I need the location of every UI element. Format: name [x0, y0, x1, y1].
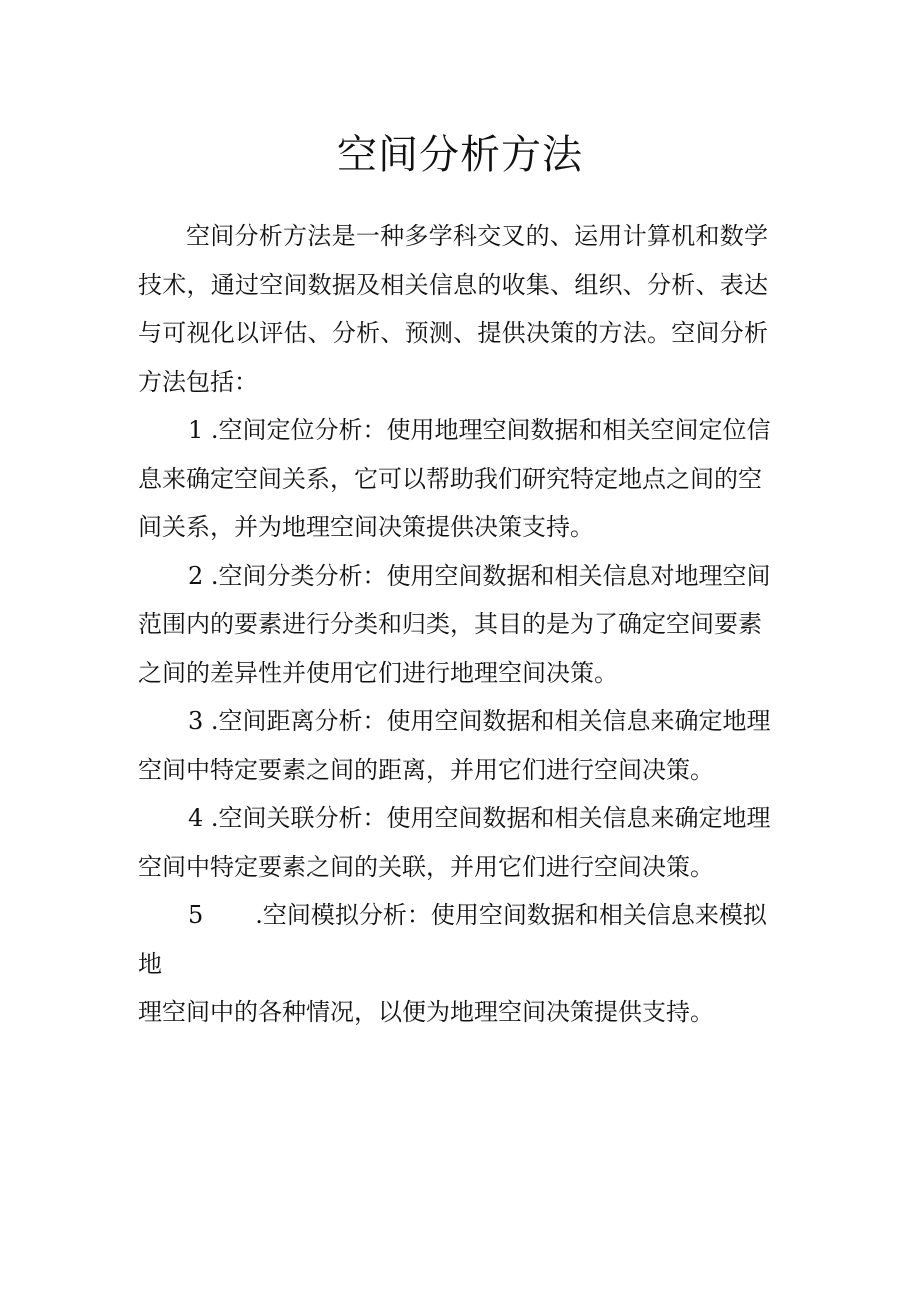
- list-item-lead: .空间分类分析：使用空间数据和相关信息对地理空间: [210, 561, 771, 590]
- list-item-lead: .空间关联分析：使用空间数据和相关信息来确定地理: [210, 804, 771, 832]
- list-item-text: 空间中特定要素之间的关联，并用它们进行空间决策。: [138, 852, 714, 881]
- list-item-2: [138, 552, 771, 698]
- list-item-5: [138, 891, 768, 1037]
- page-title: 空间分析方法: [337, 132, 583, 178]
- list-item-text: 息来确定空间关系，它可以帮助我们研究特定地点之间的空间关系，并为地理空间决策提供决策支持。: [138, 464, 762, 541]
- intro-paragraph: 空间分析方法是一种多学科交叉的、运用计算机和数学技术，通过空间数据及相关信息的收集、组织、分析、表达与可视化以评估、分析、预测、提供决策的方法。空间分析方法包括：: [138, 222, 768, 396]
- list-item-number: 3: [188, 707, 204, 735]
- list-item-number: 4: [188, 804, 204, 832]
- document-body: [138, 212, 771, 1037]
- list-item-first-line: [138, 552, 771, 601]
- list-item-text: 空间中特定要素之间的距离，并用它们进行空间决策。: [138, 755, 714, 784]
- list-item-lead: .空间距离分析：使用空间数据和相关信息来确定地理: [210, 707, 771, 735]
- list-item-lead: .空间模拟分析：使用空间数据和相关信息来模拟: [255, 901, 767, 929]
- list-item-4: [138, 794, 771, 891]
- list-item-wrap-line: 地: [138, 949, 162, 978]
- list-item-3: [138, 697, 771, 794]
- list-item-first-line: [138, 891, 768, 940]
- list-item-first-line: [138, 406, 771, 455]
- list-item-text: 理空间中的各种情况，以便为地理空间决策提供支持。: [138, 998, 714, 1026]
- list-item-number: 1: [188, 416, 204, 444]
- list-item-first-line: [138, 697, 771, 746]
- list-item-lead: .空间定位分析：使用地理空间数据和相关空间定位信: [210, 416, 771, 444]
- list-item-1: [138, 406, 771, 552]
- list-item-text: 范围内的要素进行分类和归类，其目的是为了确定空间要素之间的差异性并使用它们进行地理空间决策。: [138, 610, 762, 687]
- list-item-number: 5: [188, 901, 204, 929]
- list-item-first-line: [138, 794, 771, 843]
- list-item-number: 2: [188, 561, 204, 590]
